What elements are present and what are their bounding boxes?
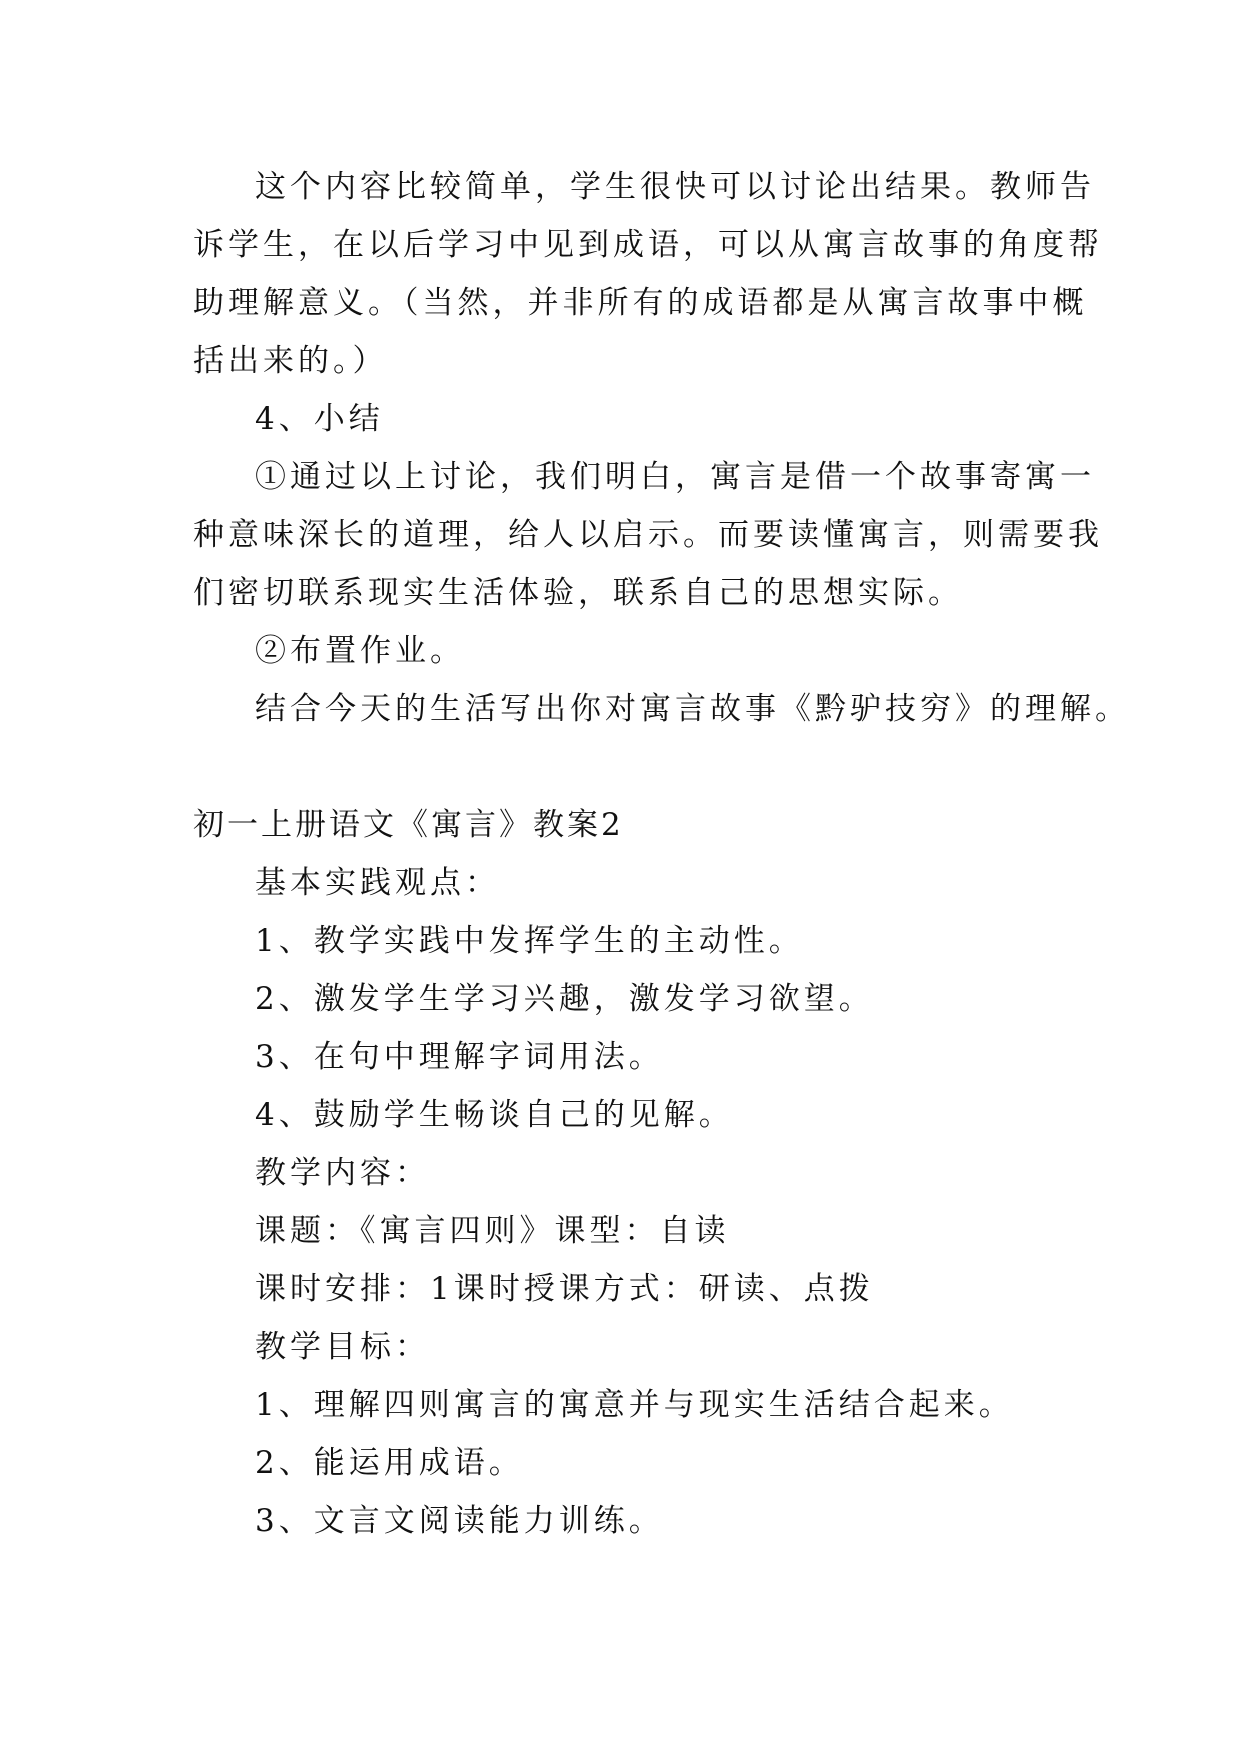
content-label: 教学内容： — [255, 1155, 430, 1191]
paragraph-line: 括出来的。） — [193, 343, 388, 379]
schedule-line: 课时安排：1课时授课方式：研读、点拨 — [255, 1271, 874, 1307]
topic-line: 课题：《寓言四则》课型：自读 — [255, 1213, 730, 1249]
list-item: 1、教学实践中发挥学生的主动性。 — [255, 923, 804, 959]
list-item: 2、能运用成语。 — [255, 1445, 524, 1481]
summary-point-line: 们密切联系现实生活体验，联系自己的思想实际。 — [193, 575, 963, 611]
paragraph-line: 助理解意义。（当然，并非所有的成语都是从寓言故事中概 — [193, 285, 1088, 321]
summary-point-line: 种意味深长的道理，给人以启示。而要读懂寓言，则需要我 — [193, 517, 1103, 553]
paragraph-line: 这个内容比较简单，学生很快可以讨论出结果。教师告 — [255, 169, 1095, 205]
basic-viewpoints-label: 基本实践观点： — [255, 865, 500, 901]
summary-heading: 4、小结 — [255, 401, 384, 437]
document-body — [193, 158, 1130, 1550]
summary-point-line: ①通过以上讨论，我们明白，寓言是借一个故事寄寓一 — [255, 459, 1095, 495]
paragraph-line: 诉学生，在以后学习中见到成语，可以从寓言故事的角度帮 — [193, 227, 1103, 263]
list-item: 3、在句中理解字词用法。 — [255, 1039, 664, 1075]
goals-label: 教学目标： — [255, 1329, 430, 1365]
list-item: 4、鼓励学生畅谈自己的见解。 — [255, 1097, 734, 1133]
list-item: 3、文言文阅读能力训练。 — [255, 1503, 664, 1539]
section-title: 初一上册语文《寓言》教案2 — [193, 807, 624, 843]
list-item: 2、激发学生学习兴趣，激发学习欲望。 — [255, 981, 874, 1017]
homework-line: 结合今天的生活写出你对寓言故事《黔驴技穷》的理解。 — [255, 691, 1130, 727]
list-item: 1、理解四则寓言的寓意并与现实生活结合起来。 — [255, 1387, 1014, 1423]
section-gap — [193, 738, 1055, 796]
summary-point-2: ②布置作业。 — [255, 633, 465, 669]
